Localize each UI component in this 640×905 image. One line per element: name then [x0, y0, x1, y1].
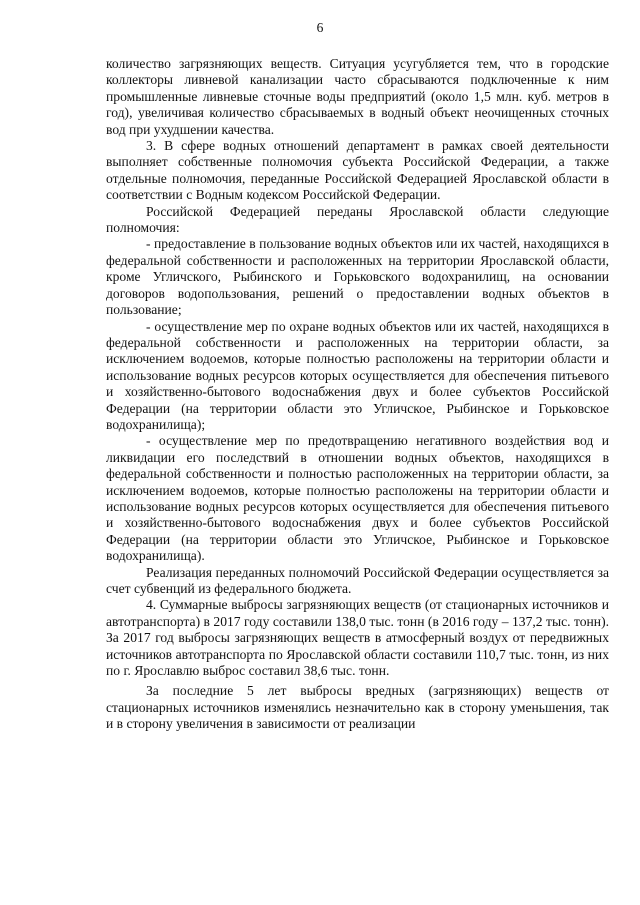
paragraph-1: количество загрязняющих веществ. Ситуация усугубляется тем, что в городские коллекторы ливневой канализации часто сбрасываются подключенные к ним промышленные ливневые сточные воды предприятий (около 1,5 млн. куб. метров в год), увеличивая количество сбрасываемых в водный объект неочищенных сточных вод при ухудшении качества.: [106, 56, 609, 137]
paragraph-3: Российской Федерацией переданы Ярославской области следующие полномочия:: [106, 203, 609, 236]
page-number: 6: [316, 20, 324, 35]
paragraph-5: 4. Суммарные выбросы загрязняющих веществ (от стационарных источников и автотранспорта) в 2017 году составили 138,0 тыс. тонн (в 2016 году – 137,2 тыс. тонн). За 2017 год выбросы загрязняющих веществ в атмосферный воздух от передвижных источников автотранспорта по Ярославской области составили 110,7 тыс. тонн, из них по г. Ярославлю выброс составил 38,6 тыс. тонн.: [106, 597, 609, 679]
paragraph-4: Реализация переданных полномочий Российской Федерации осуществляется за счет субвенций из федерального бюджета.: [106, 564, 609, 596]
paragraph-2: 3. В сфере водных отношений департамент в рамках своей деятельности выполняет собственные полномочия субъекта Российской Федерации, а также отдельные полномочия, переданные Российской Федерацией Ярославской области в соответствии с Водным кодексом Российской Федерации.: [106, 138, 609, 203]
document-body: [106, 56, 609, 733]
paragraph-6: За последние 5 лет выбросы вредных (загрязняющих) веществ от стационарных источников изменялись незначительно как в сторону уменьшения, так и в сторону увеличения в зависимости от реализации: [106, 683, 609, 732]
list-item-1: - предоставление в пользование водных объектов или их частей, находящихся в федеральной собственности и расположенных на территории Ярославской области, кроме Угличского, Рыбинского и Горьковского водохранилищ, на основании договоров водопользования, решений о предоставлении водных объектов в пользование;: [106, 236, 609, 318]
list-item-2: - осуществление мер по охране водных объектов или их частей, находящихся в федеральной собственности и расположенных на территории области, за исключением водоемов, которые полностью расположены на территории области и использование водных ресурсов которых осуществляется для обеспечения питьевого и хозяйственно-бытового водоснабжения двух и более субъектов Российской Федерации (на территории области это Угличское, Рыбинское и Горьковское водохранилища);: [106, 318, 609, 432]
list-item-3: - осуществление мер по предотвращению негативного воздействия вод и ликвидации его последствий в отношении водных объектов, находящихся в федеральной собственности и полностью расположенных на территории области, за исключением водоемов, которые полностью расположены на территории области и использование водных ресурсов которых осуществляется для обеспечения питьевого и хозяйственно-бытового водоснабжения двух и более субъектов Российской Федерации (на территории области это Угличское, Рыбинское и Горьковское водохранилища).: [106, 433, 609, 564]
